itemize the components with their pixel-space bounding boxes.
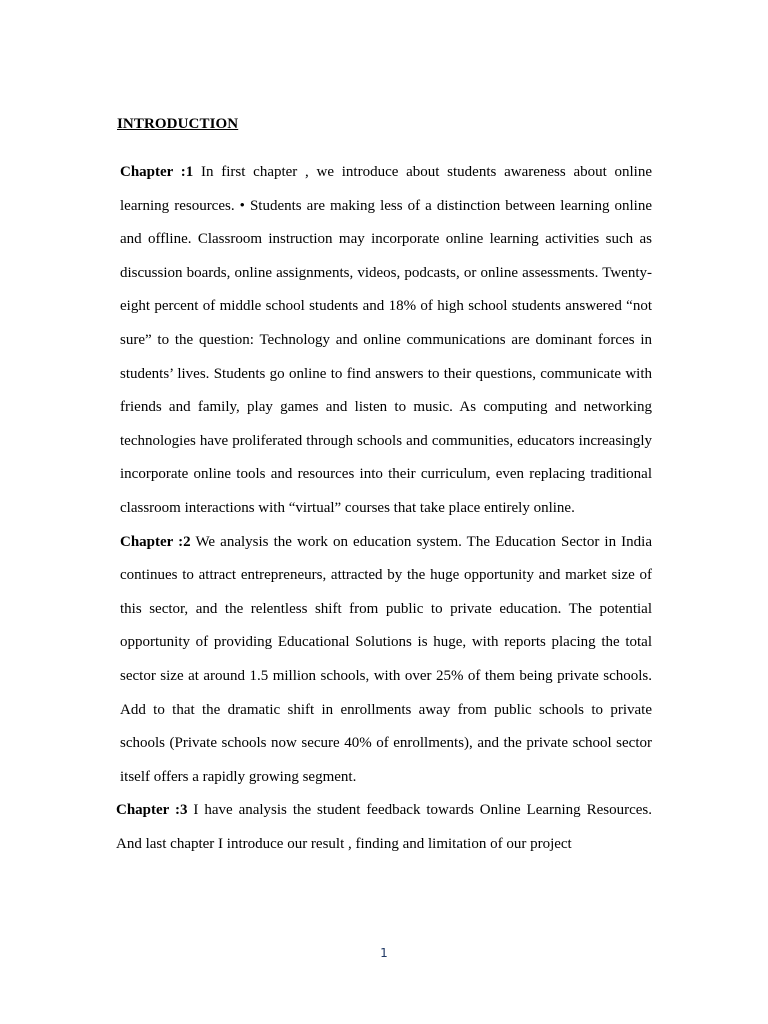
chapter-1-paragraph — [116, 156, 652, 526]
chapter-3-text: I have analysis the student feedback towards Online Learning Resources. And last chapter I introduce our result , finding and limitation of our project — [116, 802, 652, 852]
section-heading: INTRODUCTION — [117, 116, 239, 132]
chapter-3-paragraph — [116, 794, 652, 861]
page-number: 1 — [380, 946, 388, 960]
body-text — [116, 156, 652, 861]
chapter-2-text: We analysis the work on education system. The Education Sector in India continues to attract entrepreneurs, attracted by the huge opportunity and market size of this sector, and the relentless shift from public to private education. The potential opportunity of providing Educational Solutions is huge, with reports placing the total sector size at around 1.5 million schools, with over 25% of them being private schools. Add to that the dramatic shift in enrollments away from public schools to private schools (Private schools now secure 40% of enrollments), and the private school sector itself offers a rapidly growing segment. — [120, 533, 652, 785]
chapter-2-label: Chapter :2 — [120, 533, 191, 550]
chapter-1-text: In first chapter , we introduce about students awareness about online learning resources. • Students are making less of a distinction between learning online and offline. Classroom instruction may incorporate online learning activities such as discussion boards, online assignments, videos, podcasts, or online assessments. Twenty-eight percent of middle school students and 18% of high school students answered “not sure” to the question: Technology and online communications are dominant forces in students’ lives. Students go online to find answers to their questions, communicate with friends and family, play games and listen to music. As computing and networking technologies have proliferated through schools and communities, educators increasingly incorporate online tools and resources into their curriculum, even replacing traditional classroom interactions with “virtual” courses that take place entirely online. — [120, 164, 652, 516]
chapter-3-label: Chapter :3 — [116, 802, 188, 819]
chapter-2-paragraph — [116, 526, 652, 795]
chapter-1-label: Chapter :1 — [120, 164, 194, 180]
